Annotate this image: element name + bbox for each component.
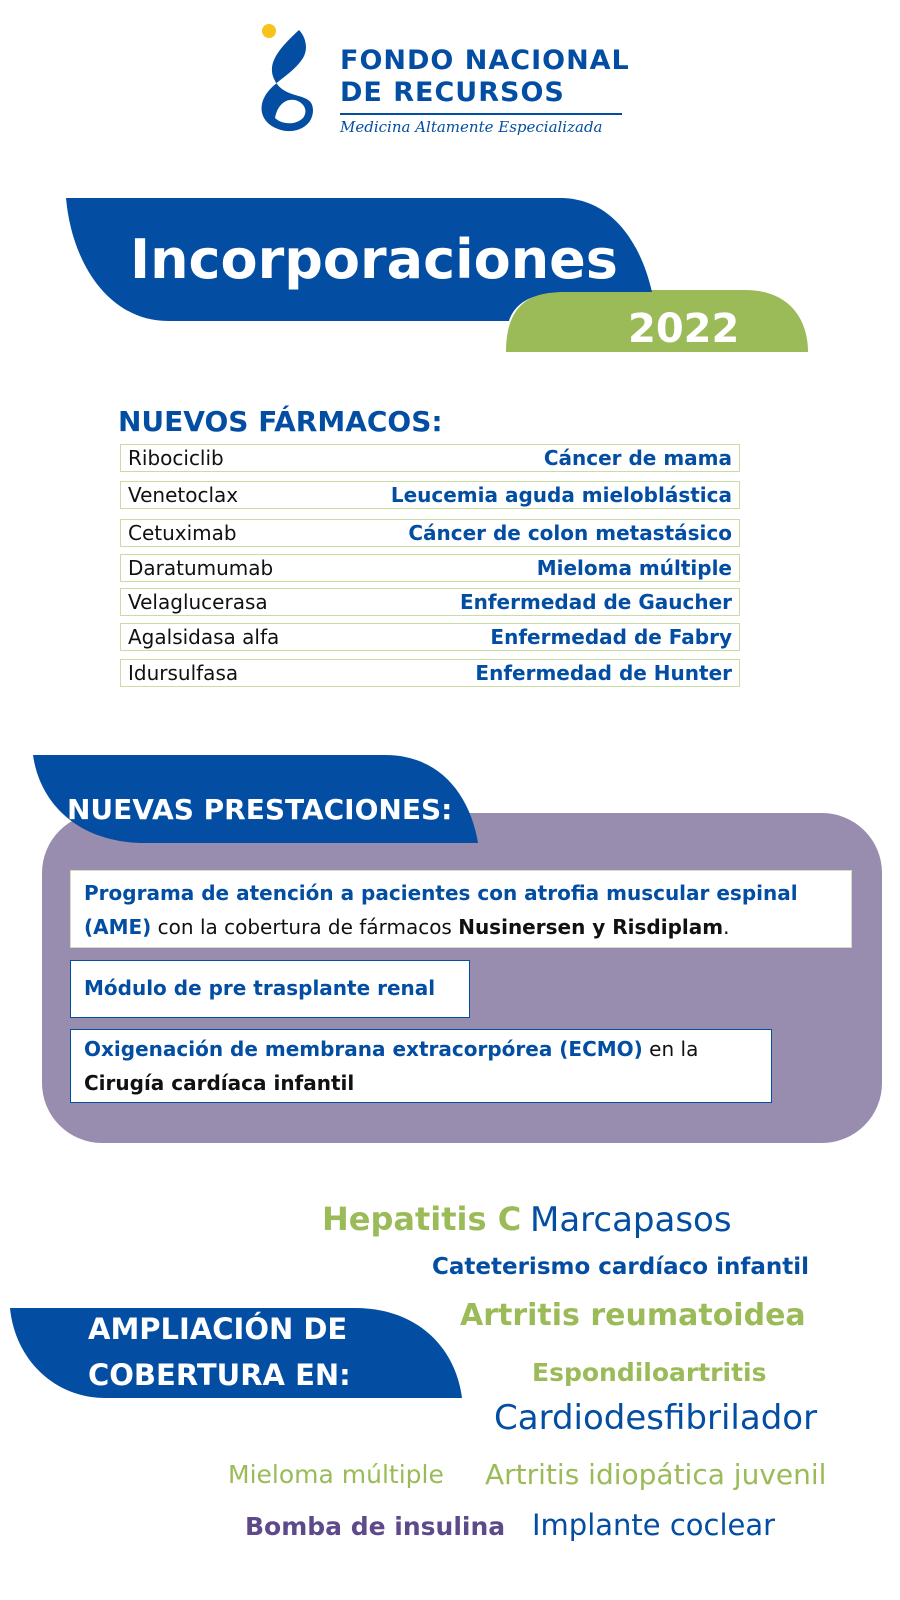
drug-disease: Leucemia aguda mieloblástica [390,483,732,507]
ampliacion-heading-line1: AMPLIACIÓN DE [88,1312,348,1346]
drug-disease: Enfermedad de Hunter [475,661,732,685]
prestacion-ecmo-title: Oxigenación de membrana extracorpórea (ECMO) [84,1037,643,1061]
prestacion-ame-drugs: Nusinersen y Risdiplam [458,915,724,939]
prestacion-ame-title: Programa de atención a pacientes con atrofia muscular espinal (AME) [84,881,798,939]
coverage-espondiloartritis: Espondiloartritis [532,1358,767,1387]
coverage-mieloma: Mieloma múltiple [228,1460,444,1489]
logo-name-line1: FONDO NACIONAL [340,45,630,76]
page-title: Incorporaciones [130,228,618,291]
drug-name: Ribociclib [128,446,224,470]
prestacion-ame [70,870,852,948]
farmacos-heading: NUEVOS FÁRMACOS: [118,405,443,438]
drug-disease: Enfermedad de Fabry [490,625,732,649]
drug-name: Agalsidasa alfa [128,625,280,649]
ampliacion-heading-line2: COBERTURA EN: [88,1358,351,1392]
coverage-bomba-insulina: Bomba de insulina [245,1512,506,1541]
drug-row [120,481,740,509]
drug-disease: Cáncer de mama [543,446,732,470]
drug-name: Velaglucerasa [128,590,268,614]
drug-name: Cetuximab [128,521,237,545]
coverage-cardiodesfibrilador: Cardiodesfibrilador [494,1398,818,1438]
prestacion-ame-end: . [723,915,730,939]
prestaciones-heading: NUEVAS PRESTACIONES: [67,793,453,826]
coverage-hepatitis-c: Hepatitis C [322,1200,522,1238]
drug-row [120,554,740,582]
drug-disease: Mieloma múltiple [536,556,732,580]
drug-disease: Cáncer de colon metastásico [408,521,732,545]
drug-name: Idursulfasa [128,661,239,685]
drug-row [120,588,740,616]
coverage-implante-coclear: Implante coclear [532,1508,776,1542]
coverage-cateterismo: Cateterismo cardíaco infantil [432,1254,810,1280]
drug-row [120,519,740,547]
drug-row [120,444,740,472]
logo-name-line2: DE RECURSOS [340,77,565,108]
drug-row [120,659,740,687]
logo-divider [340,113,622,115]
coverage-marcapasos: Marcapasos [530,1200,732,1240]
drug-name: Daratumumab [128,556,274,580]
prestacion-ecmo-area: Cirugía cardíaca infantil [84,1071,355,1095]
drug-name: Venetoclax [128,483,239,507]
drug-disease: Enfermedad de Gaucher [459,590,732,614]
coverage-artritis-idiopatica: Artritis idiopática juvenil [485,1458,827,1491]
prestacion-pre-trasplante [70,960,470,1018]
prestacion-ecmo [70,1029,772,1103]
prestacion-ecmo-text: en la [642,1037,699,1061]
logo-tagline: Medicina Altamente Especializada [340,118,603,136]
year-label: 2022 [628,306,740,352]
prestacion-ame-text: con la cobertura de fármacos [151,915,459,939]
drug-row [120,623,740,651]
prestacion-pre-trasplante-text: Módulo de pre trasplante renal [84,976,436,1000]
coverage-artritis-reumatoidea: Artritis reumatoidea [460,1298,806,1333]
logo-mark-icon [255,22,325,137]
